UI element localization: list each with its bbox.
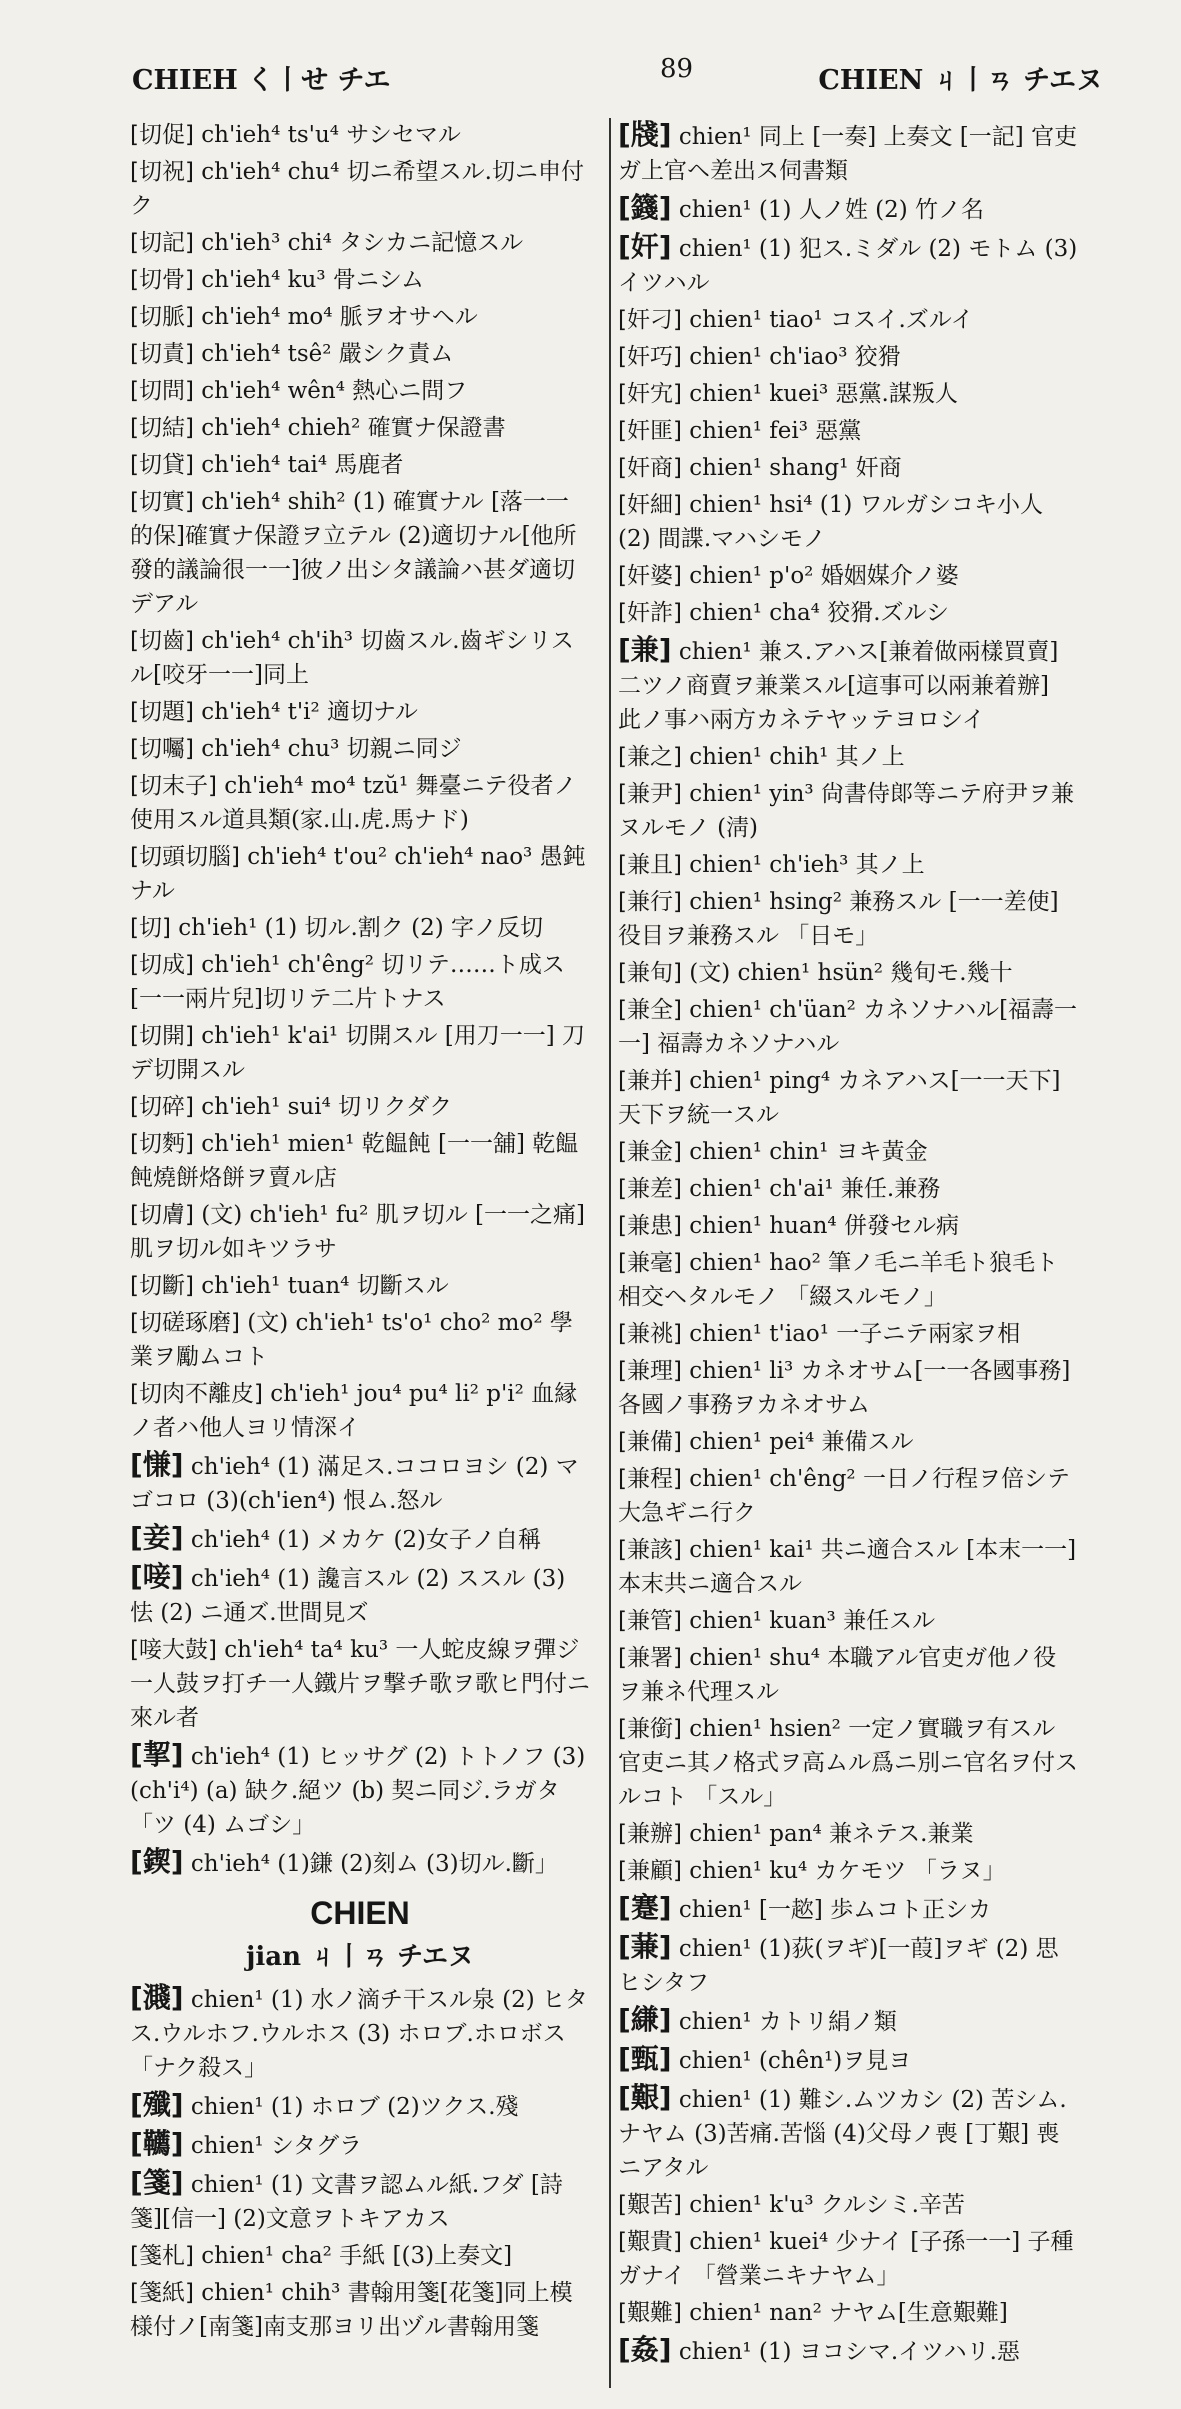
entry-headword: [兼行] [618,889,682,915]
entry-headword: [奸] [618,230,672,263]
entry-headword: [兼尹] [618,781,682,807]
entry-definition: chien¹ kai¹ 共ニ適合スル [本末一一] 本末共ニ適合スル [618,1537,1077,1597]
entry-headword: [箋札] [130,2243,194,2269]
dictionary-entry [618,596,1078,630]
page-number: 89 [660,54,694,84]
dictionary-entry [130,2166,590,2236]
dictionary-entry [618,1533,1078,1601]
dictionary-entry [618,2296,1078,2330]
entry-headword: [切斷] [130,1273,194,1299]
entry-headword: [兼金] [618,1139,682,1165]
entry-headword: [兼備] [618,1429,682,1455]
entry-headword: [殲] [130,2088,184,2121]
header-left: CHIEH く丨せ チエ [132,65,391,96]
dictionary-entry [618,1641,1078,1709]
entry-headword: [奸巧] [618,344,682,370]
entry-headword: [兼署] [618,1645,682,1671]
entry-definition: ch'ieh¹ tuan⁴ 切斷スル [201,1273,449,1299]
entry-definition: chien¹ pan⁴ 兼ネテス.兼業 [689,1821,974,1847]
entry-headword: [慊] [130,1448,184,1481]
dictionary-entry [130,1127,590,1195]
dictionary-entry [130,1090,590,1124]
dictionary-entry [618,2042,1078,2078]
entry-definition: ch'ieh¹ k'ai¹ 切開スル [用刀一一] 刀デ切開スル [130,1023,586,1083]
entry-headword: [兼差] [618,1176,682,1202]
entry-headword: [兼且] [618,852,682,878]
entry-definition: chien¹ カトリ絹ノ類 [678,2009,897,2035]
entry-headword: [兼全] [618,997,682,1023]
entry-definition: chien¹ cha⁴ 狡猾.ズルシ [689,600,949,626]
entry-headword: [唼大鼓] [130,1637,217,1663]
entry-definition: ch'ieh⁴ ku³ 骨ニシム [201,267,424,293]
entry-headword: [切脈] [130,304,194,330]
dictionary-entry [618,2081,1078,2185]
entry-definition: chien¹ [一趑] 歩ムコト正シカ [678,1897,992,1923]
entry-definition: chien¹ nan² ナヤム[生意艱難] [689,2300,1008,2326]
dictionary-entry [130,300,590,334]
left-entries [130,118,590,1881]
right-entries [618,118,1078,2369]
entry-definition: chien¹ (1) 水ノ滴チ干スル泉 (2) ヒタス.ウルホフ.ウルホス (3) ホロブ.ホロボス 「ナク殺ス」 [130,1987,589,2081]
dictionary-entry [130,1981,590,2085]
entry-headword: [縑] [618,2003,672,2036]
entry-definition: chien¹ kuei⁴ 少ナイ [子孫一一] 子種ガナイ 「營業ニキナヤム」 [618,2229,1074,2289]
entry-definition: chien¹ シタグラ [190,2133,363,2159]
entry-headword: [甄] [618,2042,672,2075]
entry-definition: ch'ieh⁴ ts'u⁴ サシセマル [201,122,461,148]
entry-headword: [切結] [130,415,194,441]
entry-definition: chien¹ hsing² 兼務スル [一一差使] 役目ヲ兼務スル 「日モ」 [618,889,1059,949]
entry-definition: chien¹ ch'iao³ 狡猾 [689,344,901,370]
entry-headword: [切磋琢磨] [130,1310,240,1336]
entry-headword: [切貸] [130,452,194,478]
entry-headword: [奸商] [618,455,682,481]
dictionary-entry [618,993,1078,1061]
header-right: CHIEN ㄐ丨ㄢ チエヌ [818,65,1103,96]
dictionary-entry [130,2276,590,2344]
dictionary-entry [130,374,590,408]
entry-definition: (文) ch'ieh¹ fu² 肌ヲ切ル [一一之痛] 肌ヲ切ル如キツラサ [130,1202,585,1262]
dictionary-entry [618,1135,1078,1169]
entry-definition: ch'ieh⁴ mo⁴ tzŭ¹ 舞臺ニテ役者ノ使用スル道具類(家.山.虎.馬ナド) [130,773,577,833]
entry-headword: [牋] [618,118,672,151]
entry-definition: ch'ieh⁴ chu³ 切親ニ同ジ [201,736,462,762]
entry-headword: [切開] [130,1023,194,1049]
entry-headword: [籛] [618,191,672,224]
dictionary-entry [130,1019,590,1087]
entry-definition: chien¹ (1) ホロブ (2)ツクス.殘 [190,2094,519,2120]
dictionary-entry [130,2239,590,2273]
entry-definition: chien¹ cha² 手紙 [(3)上奏文] [201,2243,513,2269]
dictionary-entry [618,451,1078,485]
entry-headword: [切肉不離皮] [130,1381,263,1407]
dictionary-entry [130,732,590,766]
dictionary-entry [130,769,590,837]
dictionary-entry [618,191,1078,227]
entry-definition: chien¹ (1)荻(ヲギ)[一葭]ヲギ (2) 思ヒシタフ [618,1936,1059,1996]
dictionary-entry [618,1064,1078,1132]
entry-headword: [切責] [130,341,194,367]
entry-headword: [切膚] [130,1202,194,1228]
dictionary-entry [618,1854,1078,1888]
entry-definition: chien¹ ch'êng² 一日ノ行程ヲ倍シテ大急ギニ行ク [618,1466,1070,1526]
entry-headword: [切實] [130,489,194,515]
entry-definition: ch'ieh⁴ chu⁴ 切ニ希望スル.切ニ申付ク [130,159,584,219]
entry-headword: [奸刁] [618,307,682,333]
entry-definition: ch'ieh⁴ chieh² 確實ナ保證書 [201,415,506,441]
entry-headword: [奸婆] [618,563,682,589]
entry-headword: [切祝] [130,159,194,185]
left-column [130,118,590,2347]
dictionary-entry [618,1462,1078,1530]
entry-definition: chien¹ hao² 筆ノ毛ニ羊毛ト狼毛ト相交ヘタルモノ 「綴スルモノ」 [618,1250,1059,1310]
dictionary-entry [130,2127,590,2163]
dictionary-entry [130,1560,590,1630]
dictionary-entry [618,2225,1078,2293]
dictionary-entry [130,1306,590,1374]
entry-definition: chien¹ hsien² 一定ノ實職ヲ有スル官吏ニ其ノ格式ヲ高ムル爲ニ別ニ官名ヲ付スルコト 「スル」 [618,1716,1078,1810]
entry-headword: [兼祧] [618,1321,682,1347]
dictionary-entry [130,448,590,482]
dictionary-entry [618,1317,1078,1351]
entry-definition: chien¹ yin³ 尙書侍郞等ニテ府尹ヲ兼ヌルモノ (淸) [618,781,1074,841]
dictionary-entry [130,1521,590,1557]
dictionary-entry [130,948,590,1016]
entry-headword: [箋] [130,2166,184,2199]
entry-headword: [切末子] [130,773,217,799]
entry-definition: chien¹ ch'üan² カネソナハル[福壽一一] 福壽カネソナハル [618,997,1078,1057]
entry-definition: chien¹ (1) 人ノ姓 (2) 竹ノ名 [678,197,985,223]
entry-definition: ch'ieh⁴ shih² (1) 確實ナル [落一一的保]確實ナ保證ヲ立テル (2)適切ナル[他所發的議論很一一]彼ノ出シタ議論ハ甚ダ適切デアル [130,489,577,617]
entry-headword: [兼銜] [618,1716,682,1742]
dictionary-entry [130,1633,590,1735]
entry-definition: ch'ieh⁴ (1) メカケ (2)女子ノ自稱 [190,1527,542,1553]
entry-definition: chien¹ chin¹ ヨキ黃金 [689,1139,928,1165]
page-header [120,54,1111,108]
entry-headword: [濺] [130,1981,184,2014]
dictionary-entry [130,485,590,621]
dictionary-entry [618,2188,1078,2222]
entry-definition: ch'ieh¹ jou⁴ pu⁴ li² p'i² 血縁ノ者ハ他人ヨリ情深イ [130,1381,578,1441]
entry-definition: chien¹ kuan³ 兼任スル [689,1608,936,1634]
entry-headword: [兼毫] [618,1250,682,1276]
dictionary-entry [130,695,590,729]
entry-headword: [切麪] [130,1131,194,1157]
dictionary-entry [130,1198,590,1266]
dictionary-entry [130,1448,590,1518]
entry-definition: chien¹ 同上 [一奏] 上奏文 [一記] 官吏ガ上官ヘ差出ス伺書類 [618,124,1078,184]
entry-definition: (文) ch'ieh¹ ts'o¹ cho² mo² 學業ヲ勵ムコト [130,1310,573,1370]
dictionary-entry [618,2333,1078,2369]
entry-headword: [奸宄] [618,381,682,407]
entry-headword: [姦] [618,2333,672,2366]
dictionary-entry [618,1354,1078,1422]
entry-definition: chien¹ li³ カネオサム[一一各國事務] 各國ノ事務ヲカネオサム [618,1358,1071,1418]
dictionary-entry [618,230,1078,300]
entry-definition: ch'ieh¹ sui⁴ 切リクダク [201,1094,453,1120]
entry-definition: chien¹ k'u³ クルシミ.辛苦 [689,2192,965,2218]
entry-headword: [切成] [130,952,194,978]
entry-headword: [兼該] [618,1537,682,1563]
dictionary-entry [618,414,1078,448]
entry-definition: chien¹ ch'ieh³ 其ノ上 [689,852,925,878]
entry-definition: chien¹ (1) 犯ス.ミダル (2) モトム (3) イツハル [618,236,1078,296]
entry-definition: ch'ieh⁴ (1) 讒言スル (2) ススル (3) 怯 (2) ニ通ズ.世間見ズ [130,1566,566,1626]
entry-definition: chien¹ p'o² 婚姻媒介ノ婆 [689,563,959,589]
entry-headword: [蒹] [618,1930,672,1963]
dictionary-entry [130,1269,590,1303]
dictionary-entry [618,1172,1078,1206]
entry-definition: chien¹ huan⁴ 併發セル病 [689,1213,959,1239]
dictionary-entry [618,1817,1078,1851]
entry-definition: ch'ieh⁴ wên⁴ 熱心ニ問フ [201,378,468,404]
entry-definition: chien¹ (1) 難シ.ムツカシ (2) 苦シム.ナヤム (3)苦痛.苦惱 (4)父母ノ喪 [丁艱] 喪ニアタル [618,2087,1067,2181]
dictionary-entry [130,226,590,260]
entry-definition: chien¹ shang¹ 奸商 [689,455,902,481]
entry-definition: ch'ieh⁴ t'ou² ch'ieh⁴ nao³ 愚鈍ナル [130,844,586,904]
dictionary-entry [618,340,1078,374]
entry-definition: ch'ieh¹ (1) 切ル.割ク (2) 字ノ反切 [178,915,543,941]
entry-headword: [奸細] [618,492,682,518]
dictionary-entry [130,624,590,692]
entry-definition: chien¹ shu⁴ 本職アル官吏ガ他ノ役ヲ兼ネ代理スル [618,1645,1057,1705]
entry-definition: ch'ieh⁴ (1) ヒッサグ (2) トトノフ (3)(ch'i⁴) (a) 缺ク.絕ツ (b) 契ニ同ジ.ラガタ 「ツ (4) ムゴシ」 [130,1744,586,1838]
dictionary-entry [130,155,590,223]
entry-definition: chien¹ (chên¹)ヲ見ヨ [678,2048,912,2074]
dictionary-entry [618,1712,1078,1814]
dictionary-entry [618,1209,1078,1243]
entry-headword: [箋紙] [130,2280,194,2306]
dictionary-entry [130,411,590,445]
entry-definition: ch'ieh⁴ (1)鎌 (2)刻ム (3)切ル.斷」 [190,1851,558,1877]
section-title: CHIEN [310,1895,410,1931]
entry-definition: chien¹ chih³ 書翰用箋[花箋]同上模様付ノ[南箋]南支那ヨリ出ヅル書翰用箋 [130,2280,573,2340]
dictionary-entry [130,1845,590,1881]
entry-headword: [切促] [130,122,194,148]
entry-headword: [切碎] [130,1094,194,1120]
entry-headword: [切記] [130,230,194,256]
dictionary-entry [618,377,1078,411]
entry-headword: [妾] [130,1521,184,1554]
entry-definition: chien¹ chih¹ 其ノ上 [689,744,905,770]
dictionary-entry [618,1891,1078,1927]
entry-definition: chien¹ ku⁴ カケモツ 「ラヌ」 [689,1858,1006,1884]
entry-definition: ch'ieh¹ mien¹ 乾饂飩 [一一舖] 乾饂飩燒餅烙餅ヲ賣ル店 [130,1131,579,1191]
dictionary-entry [618,777,1078,845]
entry-headword: [兼顧] [618,1858,682,1884]
left-entries-after [130,1981,590,2344]
entry-definition: chien¹ (1) ヨコシマ.イツハリ.惡 [678,2339,1020,2365]
entry-headword: [兼旬] [618,960,682,986]
entry-headword: [艱苦] [618,2192,682,2218]
dictionary-entry [618,848,1078,882]
entry-definition: chien¹ pei⁴ 兼備スル [689,1429,914,1455]
entry-headword: [鍥] [130,1845,184,1878]
dictionary-entry [618,740,1078,774]
entry-definition: ch'ieh⁴ t'i² 適切ナル [201,699,418,725]
dictionary-entry [618,118,1078,188]
entry-headword: [奸匪] [618,418,682,444]
entry-headword: [兼之] [618,744,682,770]
entry-headword: [艱] [618,2081,672,2114]
entry-headword: [唼] [130,1560,184,1593]
dictionary-entry [130,2088,590,2124]
entry-definition: chien¹ hsi⁴ (1) ワルガシコキ小人 (2) 間諜.マハシモノ [618,492,1043,552]
right-column [618,118,1078,2372]
dictionary-entry [618,488,1078,556]
section-subtitle: jian ㄐ丨ㄢ チエヌ [245,1942,475,1972]
dictionary-entry [618,303,1078,337]
entry-headword: [兼患] [618,1213,682,1239]
entry-headword: [切囑] [130,736,194,762]
entry-definition: chien¹ t'iao¹ 一子ニテ兩家ヲ相 [689,1321,1021,1347]
dictionary-entry [618,956,1078,990]
dictionary-entry [618,633,1078,737]
entry-headword: [韉] [130,2127,184,2160]
dictionary-entry [618,1930,1078,2000]
dictionary-entry [618,885,1078,953]
dictionary-entry [618,1425,1078,1459]
entry-definition: chien¹ ch'ai¹ 兼任.兼務 [689,1176,941,1202]
entry-headword: [切骨] [130,267,194,293]
entry-definition: ch'ieh¹ ch'êng² 切リテ……ト成ス[一一兩片兒]切リテ二片トナス [130,952,565,1012]
entry-definition: ch'ieh⁴ mo⁴ 脈ヲオサヘル [201,304,478,330]
entry-headword: [切] [130,915,171,941]
dictionary-entry [618,1604,1078,1638]
entry-headword: [兼并] [618,1068,682,1094]
dictionary-entry [130,118,590,152]
entry-definition: ch'ieh⁴ ta⁴ ku³ 一人蛇皮線ヲ彈ジ一人鼓ヲ打チ一人鐵片ヲ撃チ歌ヲ歌ヒ門付ニ來ル者 [130,1637,590,1731]
dictionary-entry [618,2003,1078,2039]
entry-headword: [切問] [130,378,194,404]
entry-headword: [奸詐] [618,600,682,626]
column-divider [609,118,611,2388]
entry-definition: ch'ieh³ chi⁴ タシカニ記憶スル [201,230,524,256]
entry-headword: [艱難] [618,2300,682,2326]
entry-headword: [艱貴] [618,2229,682,2255]
entry-headword: [切頭切腦] [130,844,240,870]
entry-definition: chien¹ 兼ス.アハス[兼着做兩樣買賣]二ツノ商賣ヲ兼業スル[這事可以兩兼着辦] 此ノ事ハ兩方カネテヤッテヨロシイ [618,639,1059,733]
entry-definition: ch'ieh⁴ (1) 滿足ス.ココロヨシ (2) マゴコロ (3)(ch'ien⁴) 恨ム.怒ル [130,1454,579,1514]
entry-headword: [切齒] [130,628,194,654]
dictionary-entry [130,911,590,945]
entry-definition: chien¹ kuei³ 惡黨.謀叛人 [689,381,958,407]
dictionary-entry [130,1738,590,1842]
entry-definition: chien¹ fei³ 惡黨 [689,418,862,444]
entry-headword: [兼程] [618,1466,682,1492]
entry-headword: [兼管] [618,1608,682,1634]
dictionary-entry [618,559,1078,593]
entry-definition: chien¹ (1) 文書ヲ認ムル紙.フダ [詩箋][信一] (2)文意ヲトキアカス [130,2172,563,2232]
entry-headword: [兼理] [618,1358,682,1384]
entry-definition: chien¹ ping⁴ カネアハス[一一天下] 天下ヲ統一スル [618,1068,1061,1128]
entry-headword: [切題] [130,699,194,725]
entry-definition: ch'ieh⁴ tai⁴ 馬鹿者 [201,452,404,478]
entry-headword: [蹇] [618,1891,672,1924]
entry-definition: ch'ieh⁴ ch'ih³ 切齒スル.齒ギシリスル[咬牙一一]同上 [130,628,574,688]
dictionary-entry [130,1377,590,1445]
dictionary-entry [130,840,590,908]
dictionary-entry [130,263,590,297]
dictionary-entry [130,337,590,371]
dictionary-entry [618,1246,1078,1314]
entry-definition: chien¹ tiao¹ コスイ.ズルイ [689,307,974,333]
entry-definition: (文) chien¹ hsün² 幾旬モ.幾十 [689,960,1013,986]
entry-definition: ch'ieh⁴ tsê² 嚴シク責ム [201,341,454,367]
entry-headword: [挈] [130,1738,184,1771]
entry-headword: [兼辦] [618,1821,682,1847]
entry-headword: [兼] [618,633,672,666]
